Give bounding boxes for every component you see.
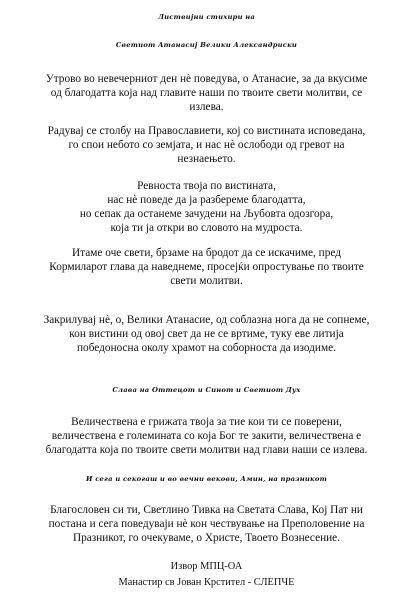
- paragraph-5: [14, 313, 399, 355]
- paragraph-line: нас нѐ поведе да ја разбереме благодатта,: [107, 194, 306, 206]
- heading-now-and-ever: И сега и секогаш и во вечни векови, Амин, на празникот: [86, 475, 327, 483]
- paragraph-line: Величествена е грижата твоја за тие кои ти се поверени,: [71, 416, 342, 428]
- paragraph-line: Закрилувај нѐ, о, Велики Атанасие, од соблазна нога да не сопнеме,: [43, 314, 370, 326]
- paragraph-4: [14, 246, 399, 288]
- paragraph-line: но сепак да останеме зачудени на Љубовта одозгора,: [79, 208, 334, 220]
- paragraph-1: [14, 72, 399, 114]
- heading-glory: Слава на Оттецот и Синот и Светиот Дух: [112, 386, 301, 394]
- paragraph-now-and-ever: [14, 503, 399, 545]
- paragraph-line: постана и сега поведуваји нѐ кон чествување на Преполовение на: [48, 518, 365, 530]
- footer-monastery: Манастир св Јован Крстител - СЛЕПЧЕ: [118, 577, 295, 588]
- paragraph-line: Ревноста твоја по вистината,: [137, 180, 276, 192]
- paragraph-line: од благодатта која над главите наши по твоите свети молитви, се: [50, 87, 363, 99]
- paragraph-2: [14, 124, 399, 166]
- paragraph-line: кон вистини од овој свет да не се вртиме, туку еве литија: [69, 328, 344, 340]
- paragraph-3: [14, 179, 399, 235]
- paragraph-line: незнаењето.: [177, 153, 236, 165]
- paragraph-line: свети молитви.: [170, 275, 243, 287]
- paragraph-line: која ти ја откри во словото на мудроста.: [110, 222, 303, 234]
- paragraph-line: излева.: [189, 101, 224, 113]
- paragraph-line: Итаме оче свети, брзаме на бродот да се искачиме, пред: [71, 247, 341, 259]
- paragraph-line: Благословен си ти, Светлино Тивка на Светата Слава, Кој Пат ни: [50, 504, 363, 516]
- title-line-2: Светиот Атанасиј Велики Александриски: [115, 41, 298, 49]
- paragraph-line: Радувај се столбу на Православиети, кој со вистината исповедана,: [47, 125, 366, 137]
- paragraph-line: го спои небото со земјата, и нас нѐ ослободи од гревот на: [68, 139, 345, 151]
- paragraph-glory: [14, 415, 399, 457]
- paragraph-line: Кормиларот глава да наведнеме, просејќи опростување по твоите: [49, 261, 364, 273]
- paragraph-line: Празникот, го очекуваме, о Христе, Твоето Вознесение.: [72, 532, 341, 544]
- title-line-1: Листвијни стихири на: [157, 13, 256, 21]
- paragraph-line: величествена е големината со која Бог те закити, величествена е: [51, 430, 362, 442]
- paragraph-line: благодатта која по твоите свети молитви над глави наши се излева.: [45, 444, 368, 456]
- footer-source: Извор МПЦ-ОА: [170, 561, 243, 572]
- paragraph-line: победоносна околу храмот на соборноста да изодиме.: [77, 342, 336, 354]
- paragraph-line: Утрово во невечерниот ден нѐ поведува, о Атанасие, за да вкусиме: [45, 73, 368, 85]
